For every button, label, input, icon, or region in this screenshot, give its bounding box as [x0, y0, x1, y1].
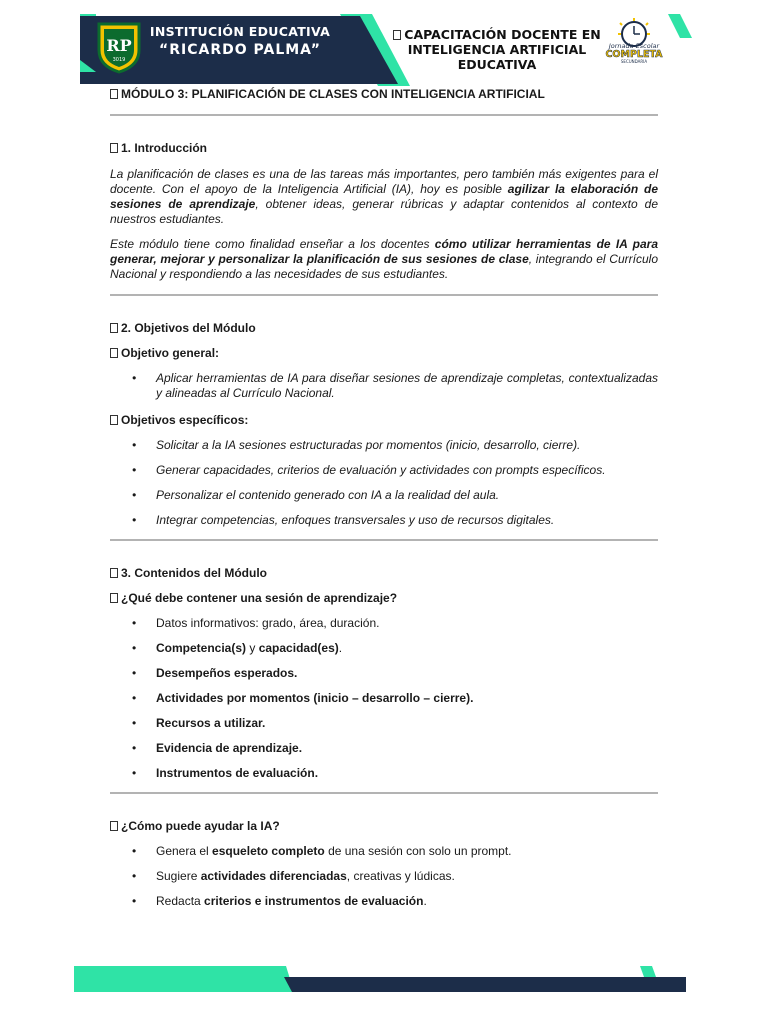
- bullet-icon: •: [132, 666, 137, 680]
- divider: [110, 539, 658, 541]
- list-item: • Actividades por momentos (inicio – desarrollo – cierre).: [132, 691, 474, 705]
- divider: [110, 792, 658, 794]
- list-item: • Redacta criterios e instrumentos de evaluación.: [132, 894, 427, 908]
- list-item: • Evidencia de aprendizaje.: [132, 741, 303, 755]
- ai-help-heading: ¿Cómo puede ayudar la IA?: [110, 819, 658, 833]
- svg-text:RP: RP: [106, 36, 132, 55]
- svg-text:3019: 3019: [112, 57, 126, 63]
- school-logo: [95, 20, 143, 74]
- list-item: • Instrumentos de evaluación.: [132, 766, 319, 780]
- list-item: • Genera el esqueleto completo de una sesión con solo un prompt.: [132, 844, 512, 858]
- bullet-icon: •: [132, 741, 137, 755]
- intro-paragraph-2: Este módulo tiene como finalidad enseñar a los docentes cómo utilizar herramientas de IA para generar, mejorar y personalizar la planificación de sus sesiones de clase, integrando el Currículo Nacional y respondiendo a las necesidades de sus estudiantes.: [110, 237, 658, 281]
- bullet-icon: •: [132, 641, 137, 655]
- ai-help-list: [110, 844, 658, 909]
- placeholder-glyph-icon: [110, 821, 118, 831]
- page-header: [0, 0, 768, 90]
- bullet-icon: •: [132, 869, 137, 883]
- placeholder-glyph-icon: [110, 323, 118, 333]
- module-title: MÓDULO 3: PLANIFICACIÓN DE CLASES CON INTELIGENCIA ARTIFICIAL: [110, 87, 658, 101]
- footer-banner: [0, 960, 768, 1000]
- list-item: • Desempeños esperados.: [132, 666, 298, 680]
- school-name-line1: INSTITUCIÓN EDUCATIVA: [149, 24, 331, 39]
- course-title-line3: EDUCATIVA: [457, 57, 537, 72]
- list-item: • Integrar competencias, enfoques transversales y uso de recursos digitales.: [132, 513, 555, 527]
- course-title-line1: CAPACITACIÓN DOCENTE EN: [404, 27, 601, 42]
- list-item: • Personalizar el contenido generado con IA a la realidad del aula.: [132, 488, 500, 502]
- specific-objectives-heading: Objetivos específicos:: [110, 413, 658, 427]
- svg-text:SECUNDARIA: SECUNDARIA: [620, 59, 648, 64]
- jec-logo: [598, 18, 670, 66]
- list-item: • Recursos a utilizar.: [132, 716, 266, 730]
- placeholder-glyph-icon: [110, 143, 118, 153]
- placeholder-glyph-icon: [110, 568, 118, 578]
- list-item: • Datos informativos: grado, área, duración.: [132, 616, 380, 630]
- list-item: • Sugiere actividades diferenciadas, creativas y lúdicas.: [132, 869, 455, 883]
- bullet-icon: •: [132, 616, 137, 630]
- school-name: [140, 24, 340, 58]
- list-item: • Aplicar herramientas de IA para diseñar sesiones de aprendizaje completas, contextualizadas y alineadas al Currículo Nacional.: [132, 371, 658, 400]
- bullet-icon: •: [132, 513, 137, 527]
- bullet-icon: •: [132, 716, 137, 730]
- course-title-line2: INTELIGENCIA ARTIFICIAL: [407, 42, 587, 57]
- bullet-icon: •: [132, 691, 137, 705]
- session-contents-heading: ¿Qué debe contener una sesión de aprendizaje?: [110, 591, 658, 605]
- divider: [110, 114, 658, 116]
- bullet-icon: •: [132, 488, 137, 502]
- session-contents-list: [110, 616, 658, 781]
- list-item: • Solicitar a la IA sesiones estructuradas por momentos (inicio, desarrollo, cierre).: [132, 438, 581, 452]
- course-title: [382, 27, 612, 72]
- specific-objectives-list: [110, 438, 658, 528]
- list-item: • Competencia(s) y capacidad(es).: [132, 641, 343, 655]
- divider: [110, 294, 658, 296]
- bullet-icon: •: [132, 766, 137, 780]
- intro-paragraph-1: La planificación de clases es una de las tareas más importantes, pero también más exigentes para el docente. Con el apoyo de la Inteligencia Artificial (IA), hoy es posible agilizar la elaboración de sesiones de aprendizaje, obtener ideas, generar rúbricas y adaptar contenidos al contexto de nuestros estudiantes.: [110, 167, 659, 226]
- document-body: [110, 84, 658, 909]
- page-footer: [0, 960, 768, 1000]
- svg-text:Jornada Escolar: Jornada Escolar: [608, 42, 660, 50]
- section-heading-intro: 1. Introducción: [110, 141, 658, 155]
- bullet-icon: •: [132, 371, 137, 385]
- section-heading-contents: 3. Contenidos del Módulo: [110, 566, 658, 580]
- general-objective-list: [110, 371, 658, 401]
- placeholder-glyph-icon: [110, 89, 118, 99]
- bullet-icon: •: [132, 844, 137, 858]
- bullet-icon: •: [132, 894, 137, 908]
- placeholder-glyph-icon: [393, 30, 401, 40]
- placeholder-glyph-icon: [110, 415, 118, 425]
- general-objective-heading: Objetivo general:: [110, 346, 658, 360]
- placeholder-glyph-icon: [110, 593, 118, 603]
- school-name-line2: “RICARDO PALMA”: [159, 42, 321, 58]
- bullet-icon: •: [132, 463, 137, 477]
- list-item: • Generar capacidades, criterios de evaluación y actividades con prompts específicos.: [132, 463, 606, 477]
- section-heading-objectives: 2. Objetivos del Módulo: [110, 321, 658, 335]
- bullet-icon: •: [132, 438, 137, 452]
- placeholder-glyph-icon: [110, 348, 118, 358]
- svg-text:COMPLETA: COMPLETA: [605, 49, 663, 60]
